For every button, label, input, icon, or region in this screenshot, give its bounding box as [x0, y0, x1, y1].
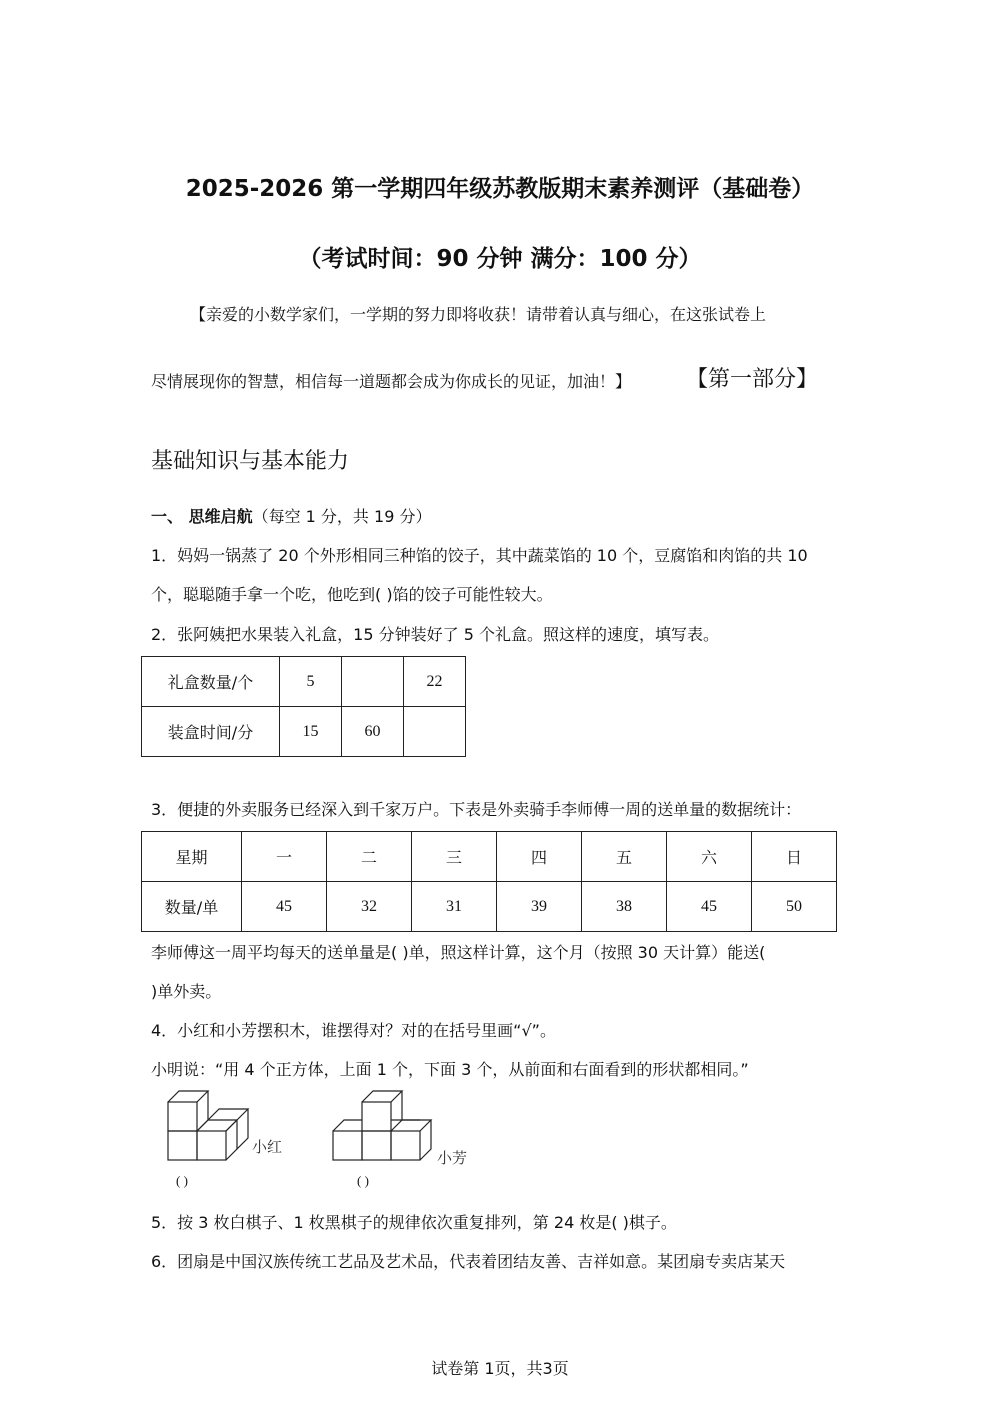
xiaofang-answer-paren: ( ): [357, 1173, 369, 1188]
table-cell: 星期: [142, 832, 242, 882]
q4-quote: 小明说：“用 4 个正方体，上面 1 个，下面 3 个，从前面和右面看到的形状都相同。”: [151, 1060, 749, 1079]
table-cell: 六: [667, 832, 752, 882]
q5-text: 5．按 3 枚白棋子、1 枚黑棋子的规律依次重复排列，第 24 枚是( )棋子。: [151, 1213, 677, 1232]
table-cell: 5: [280, 657, 342, 707]
q6-text: 6．团扇是中国汉族传统工艺品及艺术品，代表着团结友善、吉祥如意。某团扇专卖店某天: [151, 1252, 786, 1271]
table-row: [142, 657, 466, 707]
table-cell: 15: [280, 707, 342, 757]
table-cell: 50: [752, 882, 837, 932]
table-cell: [404, 707, 466, 757]
table-row: [142, 882, 837, 932]
xiaofang-label: 小芳: [437, 1151, 468, 1167]
table-cell: 32: [327, 882, 412, 932]
table-cell: 数量/单: [142, 882, 242, 932]
table-cell: 45: [242, 882, 327, 932]
page-title: 2025-2026 第一学期四年级苏教版期末素养测评（基础卷）: [185, 176, 815, 202]
xiaofang-blocks-figure: [325, 1085, 475, 1180]
section-label: 一、 思维启航: [151, 507, 253, 526]
table-cell: 38: [582, 882, 667, 932]
table-cell: 一: [242, 832, 327, 882]
q3-after-line-1: 李师傅这一周平均每天的送单量是( )单，照这样计算，这个月（按照 30 天计算）能送(: [151, 943, 766, 962]
part-label: 【第一部分】: [686, 367, 819, 392]
page-footer: 试卷第 1页，共3页: [431, 1359, 569, 1378]
q4-text: 4．小红和小芳摆积木，谁摆得对？对的在括号里画“√”。: [151, 1021, 556, 1040]
q2-table: [141, 656, 466, 757]
table-cell: 31: [412, 882, 497, 932]
table-cell: 二: [327, 832, 412, 882]
table-row: [142, 832, 837, 882]
table-cell: 60: [342, 707, 404, 757]
page-subtitle: （考试时间：90 分钟 满分：100 分）: [298, 246, 702, 272]
q1-line-1: 1．妈妈一锅蒸了 20 个外形相同三种馅的饺子，其中蔬菜馅的 10 个，豆腐馅和肉馅的共 10: [151, 546, 808, 565]
q3-text: 3．便捷的外卖服务已经深入到千家万户。下表是外卖骑手李师傅一周的送单量的数据统计：: [151, 800, 802, 819]
table-cell: 22: [404, 657, 466, 707]
table-cell: 39: [497, 882, 582, 932]
table-row: [142, 707, 466, 757]
xiaohong-blocks-figure: [160, 1085, 300, 1180]
table-cell: 四: [497, 832, 582, 882]
question-section-header: [151, 504, 431, 527]
q3-table: [141, 831, 837, 932]
section-note: （每空 1 分，共 19 分）: [252, 507, 432, 526]
q3-after-line-2: )单外卖。: [151, 982, 222, 1001]
table-cell: 三: [412, 832, 497, 882]
xiaohong-answer-paren: ( ): [176, 1173, 188, 1188]
intro-line-1: 【亲爱的小数学家们，一学期的努力即将收获！请带着认真与细心，在这张试卷上: [190, 305, 767, 324]
section-heading: 基础知识与基本能力: [151, 449, 350, 474]
table-cell: 装盒时间/分: [142, 707, 280, 757]
table-cell: 五: [582, 832, 667, 882]
table-cell: 45: [667, 882, 752, 932]
table-cell: [342, 657, 404, 707]
q2-text: 2．张阿姨把水果装入礼盒，15 分钟装好了 5 个礼盒。照这样的速度，填写表。: [151, 625, 719, 644]
q1-line-2: 个，聪聪随手拿一个吃，他吃到( )馅的饺子可能性较大。: [151, 585, 553, 604]
intro-line-2: 尽情展现你的智慧，相信每一道题都会成为你成长的见证，加油！】: [151, 372, 632, 391]
table-cell: 礼盒数量/个: [142, 657, 280, 707]
xiaohong-label: 小红: [252, 1140, 283, 1156]
table-cell: 日: [752, 832, 837, 882]
